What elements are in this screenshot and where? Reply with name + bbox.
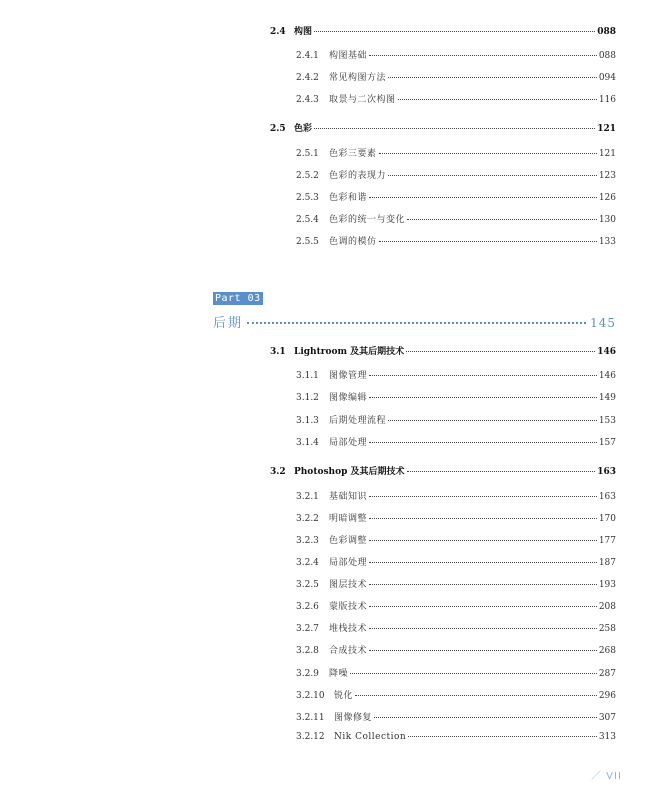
- entry-page-number: 177: [598, 536, 616, 546]
- dot-leader: [406, 351, 595, 352]
- dot-leader: [314, 31, 595, 32]
- dot-leader: [369, 518, 597, 519]
- entry-page-number: 121: [597, 124, 616, 134]
- entry-number: 2.4: [270, 27, 286, 37]
- entry-page-number: 296: [598, 691, 616, 701]
- toc-subsection-entry[interactable]: [296, 666, 616, 679]
- entry-page-number: 208: [598, 602, 616, 612]
- entry-page-number: 187: [598, 558, 616, 568]
- toc-subsection-entry[interactable]: [296, 390, 616, 403]
- entry-title: 图层技术: [329, 580, 368, 590]
- entry-title: 色彩的统一与变化: [329, 215, 406, 225]
- toc-subsection-entry[interactable]: [296, 70, 616, 83]
- entry-title: 色彩: [294, 124, 313, 134]
- entry-title: 合成技术: [329, 646, 368, 656]
- entry-number: 3.1.1: [296, 371, 319, 381]
- entry-page-number: 123: [598, 171, 616, 181]
- entry-title: 色彩调整: [329, 536, 368, 546]
- entry-number: 3.2.2: [296, 514, 319, 524]
- entry-number: 3.2: [270, 467, 286, 477]
- entry-page-number: 313: [598, 732, 616, 742]
- entry-number: 2.5: [270, 124, 286, 134]
- entry-page-number: 307: [598, 713, 616, 723]
- entry-page-number: 149: [598, 393, 616, 403]
- dot-leader: [369, 397, 597, 398]
- entry-number: 3.2.7: [296, 624, 319, 634]
- dot-leader: [355, 695, 597, 696]
- part-title: 后期: [213, 316, 244, 331]
- entry-number: 2.5.1: [296, 149, 319, 159]
- toc-subsection-entry[interactable]: [296, 190, 616, 203]
- entry-title: 图像管理: [329, 371, 368, 381]
- toc-subsection-entry[interactable]: [296, 511, 616, 524]
- entry-number: 3.2.10: [296, 691, 325, 701]
- entry-title: 常见构图方法: [329, 73, 387, 83]
- toc-subsection-entry[interactable]: [296, 413, 616, 426]
- entry-title: 堆栈技术: [329, 624, 368, 634]
- toc-subsection-entry[interactable]: [296, 212, 616, 225]
- entry-title: 取景与二次构图: [329, 95, 396, 105]
- entry-number: 2.4.1: [296, 51, 319, 61]
- toc-section-entry[interactable]: [270, 24, 616, 37]
- entry-number: 2.4.2: [296, 73, 319, 83]
- toc-subsection-entry[interactable]: [296, 435, 616, 448]
- entry-page-number: 133: [598, 237, 616, 247]
- entry-number: 3.2.8: [296, 646, 319, 656]
- part-heading[interactable]: [213, 312, 616, 331]
- dot-leader: [388, 420, 597, 421]
- toc-subsection-entry[interactable]: [296, 92, 616, 105]
- entry-page-number: 116: [598, 95, 616, 105]
- dot-leader: [369, 375, 597, 376]
- entry-page-number: 146: [598, 371, 616, 381]
- dot-leader: [369, 197, 597, 198]
- dot-leader: [350, 673, 597, 674]
- toc-subsection-entry[interactable]: [296, 643, 616, 656]
- entry-number: 3.1: [270, 347, 286, 357]
- entry-title: 降噪: [329, 669, 349, 679]
- entry-title: 局部处理: [329, 558, 368, 568]
- page-folio: ／ VII: [591, 771, 622, 782]
- dot-leader: [407, 219, 597, 220]
- entry-number: 2.4.3: [296, 95, 319, 105]
- entry-title: 色彩和谐: [329, 193, 368, 203]
- toc-section-entry[interactable]: [270, 344, 616, 357]
- entry-title: 构图基础: [329, 51, 368, 61]
- entry-number: 3.2.4: [296, 558, 319, 568]
- toc-subsection-entry[interactable]: [296, 621, 616, 634]
- entry-number: 3.2.9: [296, 669, 319, 679]
- part-label: Part 03: [215, 293, 261, 304]
- toc-subsection-entry[interactable]: [296, 688, 616, 701]
- entry-number: 2.5.5: [296, 237, 319, 247]
- dot-leader: [379, 241, 597, 242]
- entry-number: 3.2.1: [296, 492, 319, 502]
- entry-title: 锐化: [334, 691, 354, 701]
- entry-page-number: 287: [598, 669, 616, 679]
- dot-leader: [369, 650, 597, 651]
- entry-page-number: 170: [598, 514, 616, 524]
- entry-title: 明暗调整: [329, 514, 368, 524]
- entry-page-number: 153: [598, 416, 616, 426]
- entry-page-number: 268: [598, 646, 616, 656]
- entry-page-number: 258: [598, 624, 616, 634]
- dot-leader: [314, 128, 595, 129]
- entry-number: 3.2.11: [296, 713, 325, 723]
- dot-leader: [369, 562, 597, 563]
- toc-subsection-entry[interactable]: [296, 234, 616, 247]
- entry-page-number: 126: [598, 193, 616, 203]
- dot-leader: [374, 717, 597, 718]
- entry-title: 基础知识: [329, 492, 368, 502]
- dot-leader: [369, 540, 597, 541]
- entry-title: 色调的模仿: [329, 237, 377, 247]
- entry-page-number: 088: [597, 27, 616, 37]
- entry-title: 色彩的表现力: [329, 171, 387, 181]
- entry-number: 2.5.3: [296, 193, 319, 203]
- entry-title: Lightroom 及其后期技术: [294, 347, 405, 357]
- toc-subsection-entry[interactable]: [296, 533, 616, 546]
- entry-page-number: 193: [598, 580, 616, 590]
- toc-subsection-entry[interactable]: [296, 168, 616, 181]
- entry-title: 局部处理: [329, 438, 368, 448]
- entry-page-number: 163: [598, 492, 616, 502]
- toc-subsection-entry[interactable]: [296, 368, 616, 381]
- entry-number: 3.2.6: [296, 602, 319, 612]
- dot-leader: [369, 496, 597, 497]
- entry-number: 3.2.3: [296, 536, 319, 546]
- dot-leader: [369, 606, 597, 607]
- toc-subsection-entry[interactable]: [296, 710, 616, 723]
- toc-subsection-entry[interactable]: [296, 48, 616, 61]
- entry-page-number: 146: [597, 347, 616, 357]
- entry-title: 蒙版技术: [329, 602, 368, 612]
- entry-number: 3.1.2: [296, 393, 319, 403]
- entry-title: 色彩三要素: [329, 149, 377, 159]
- entry-number: 2.5.4: [296, 215, 319, 225]
- toc-section-entry[interactable]: [270, 464, 616, 477]
- dot-leader: [398, 99, 597, 100]
- toc-subsection-entry[interactable]: [296, 489, 616, 502]
- dot-leader: [407, 471, 596, 472]
- entry-title: Photoshop 及其后期技术: [294, 467, 405, 477]
- entry-number: 3.1.3: [296, 416, 319, 426]
- entry-number: 2.5.2: [296, 171, 319, 181]
- dot-leader: [388, 77, 597, 78]
- toc-subsection-entry[interactable]: [296, 577, 616, 590]
- toc-subsection-entry[interactable]: [296, 732, 616, 742]
- entry-title: 后期处理流程: [329, 416, 387, 426]
- entry-title: Nik Collection: [334, 732, 407, 742]
- toc-section-entry[interactable]: [270, 121, 616, 134]
- dot-leader: [369, 584, 597, 585]
- toc-subsection-entry[interactable]: [296, 599, 616, 612]
- entry-number: 3.2.12: [296, 732, 325, 742]
- dot-leader: [369, 442, 597, 443]
- dot-leader: [408, 736, 597, 737]
- dot-leader: [369, 55, 597, 56]
- entry-page-number: 163: [597, 467, 616, 477]
- toc-subsection-entry[interactable]: [296, 555, 616, 568]
- entry-title: 图像修复: [334, 713, 373, 723]
- dot-leader: [388, 175, 597, 176]
- dot-leader: [369, 628, 597, 629]
- entry-page-number: 121: [598, 149, 616, 159]
- entry-page-number: 130: [598, 215, 616, 225]
- part-page-number: 145: [590, 316, 616, 330]
- dot-leader: [247, 322, 586, 324]
- entry-title: 图像编辑: [329, 393, 368, 403]
- entry-page-number: 088: [598, 51, 616, 61]
- toc-subsection-entry[interactable]: [296, 146, 616, 159]
- entry-number: 3.2.5: [296, 580, 319, 590]
- entry-page-number: 157: [598, 438, 616, 448]
- entry-number: 3.1.4: [296, 438, 319, 448]
- entry-page-number: 094: [598, 73, 616, 83]
- dot-leader: [379, 153, 597, 154]
- entry-title: 构图: [294, 27, 313, 37]
